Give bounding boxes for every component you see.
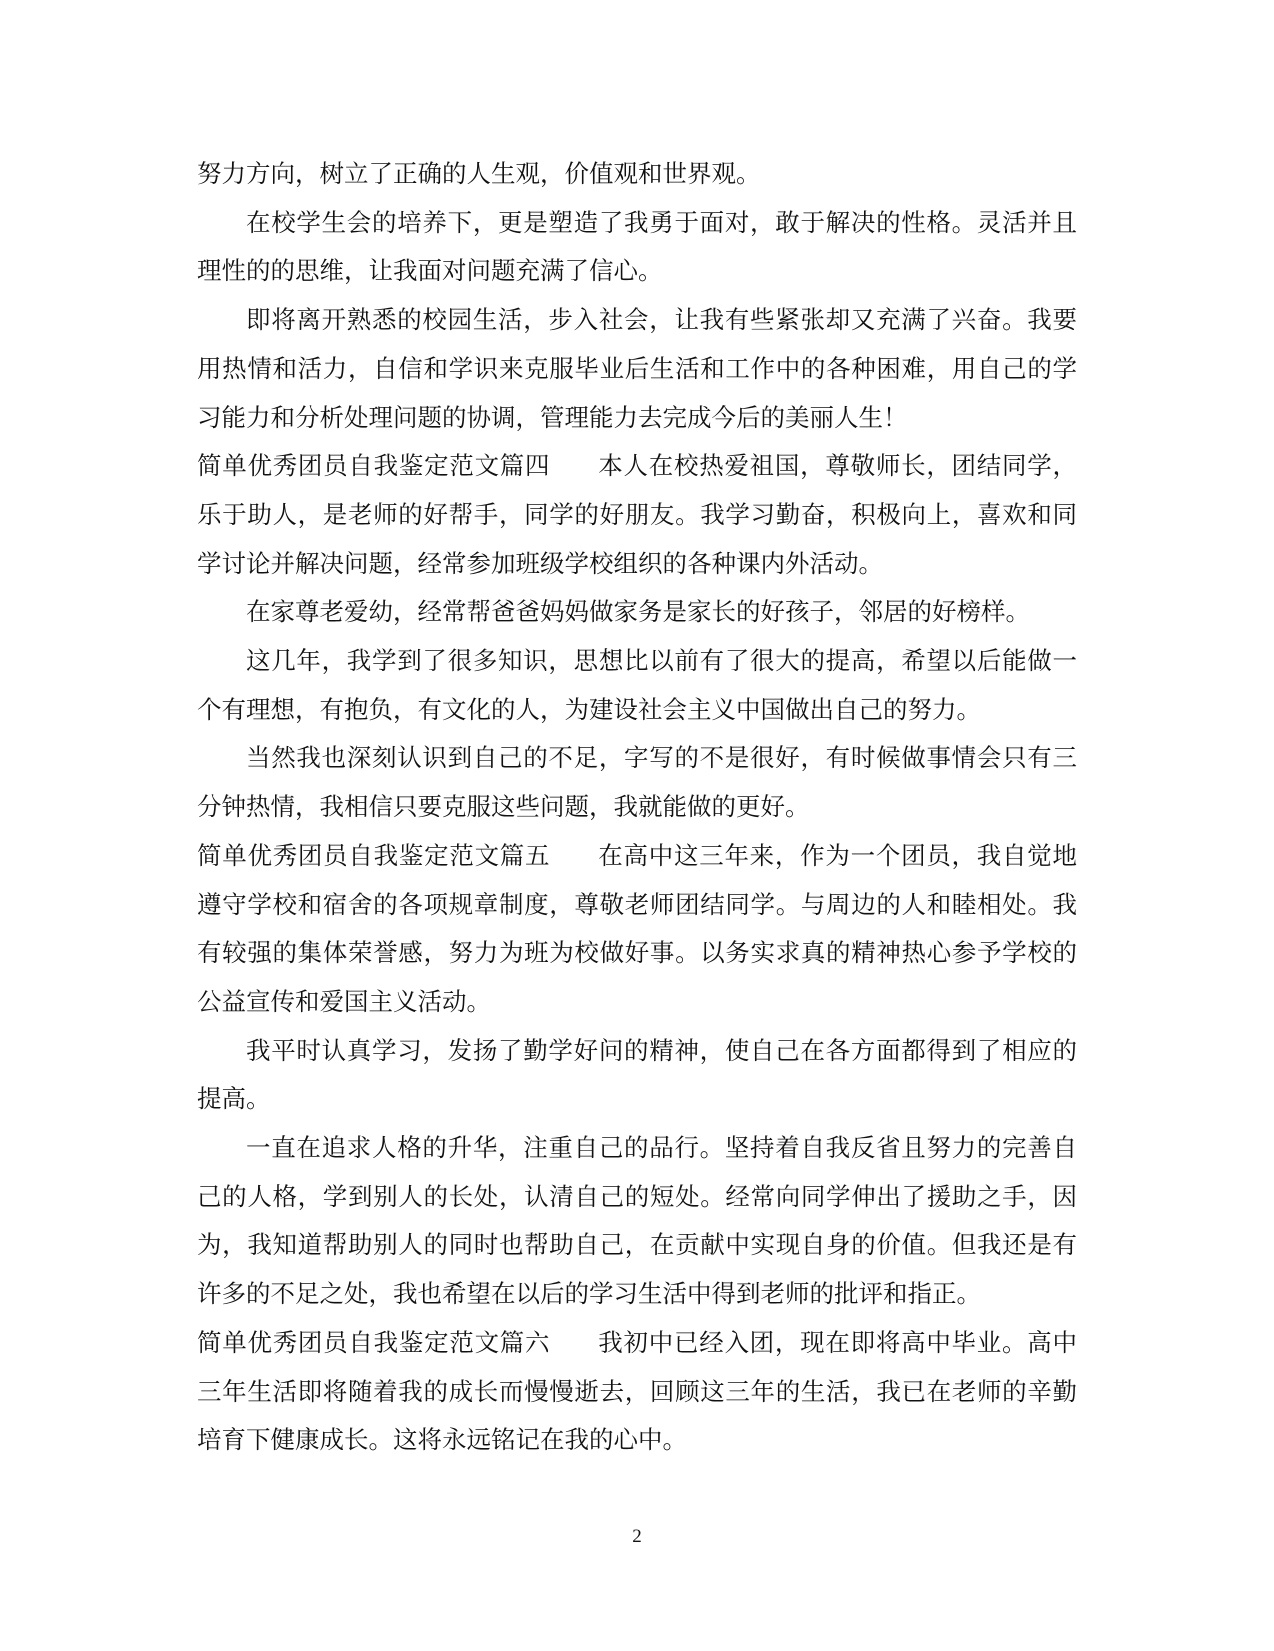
paragraph-text: 一直在追求人格的升华，注重自己的品行。坚持着自我反省且努力的完善自己的人格，学到别人的长处，认清自己的短处。经常向同学伸出了援助之手，因为，我知道帮助别人的同时也帮助自己，在贡献中实现自身的价值。但我还是有许多的不足之处，我也希望在以后的学习生活中得到老师的批评和指正。: [197, 1133, 1077, 1309]
paragraph-text: 在家尊老爱幼，经常帮爸爸妈妈做家务是家长的好孩子，邻居的好榜样。: [246, 597, 1030, 627]
paragraph-text: 当然我也深刻认识到自己的不足，字写的不是很好，有时候做事情会只有三分钟热情，我相信只要克服这些问题，我就能做的更好。: [197, 743, 1077, 822]
section-title: 简单优秀团员自我鉴定范文篇六: [197, 1327, 551, 1357]
paragraph-3: [197, 296, 1077, 442]
paragraph-9: [197, 1027, 1077, 1124]
document-body: [197, 150, 1077, 1465]
paragraph-10: [197, 1124, 1077, 1319]
paragraph-1: [197, 150, 1077, 199]
section-4: [197, 442, 1077, 588]
section-title: 简单优秀团员自我鉴定范文篇四: [197, 451, 551, 481]
paragraph-text: 我平时认真学习，发扬了勤学好问的精神，使自己在各方面都得到了相应的提高。: [197, 1035, 1077, 1114]
page-number: 2: [632, 1526, 642, 1547]
paragraph-6: [197, 637, 1077, 734]
paragraph-2: [197, 199, 1077, 296]
section-6: [197, 1319, 1077, 1465]
paragraph-text: 在校学生会的培养下，更是塑造了我勇于面对，敢于解决的性格。灵活并且理性的的思维，让我面对问题充满了信心。: [197, 207, 1077, 286]
section-title: 简单优秀团员自我鉴定范文篇五: [197, 840, 551, 870]
paragraph-text: 这几年，我学到了很多知识，思想比以前有了很大的提高，希望以后能做一个有理想，有抱负，有文化的人，为建设社会主义中国做出自己的努力。: [197, 646, 1077, 724]
paragraph-text: 即将离开熟悉的校园生活，步入社会，让我有些紧张却又充满了兴奋。我要用热情和活力，自信和学识来克服毕业后生活和工作中的各种困难，用自己的学习能力和分析处理问题的协调，管理能力去完成今后的美丽人生！: [197, 305, 1077, 432]
paragraph-text: 本人在校热爱祖国，尊敬师长，团结同学，乐于助人，是老师的好帮手，同学的好朋友。我学习勤奋，积极向上，喜欢和同学讨论并解决问题，经常参加班级学校组织的各种课内外活动。: [197, 451, 1077, 578]
paragraph-text: 在高中这三年来，作为一个团员，我自觉地遵守学校和宿舍的各项规章制度，尊敬老师团结同学。与周边的人和睦相处。我有较强的集体荣誉感，努力为班为校做好事。以务实求真的精神热心参予学校的公益宣传和爱国主义活动。: [197, 840, 1077, 1016]
paragraph-7: [197, 734, 1077, 831]
section-5: [197, 832, 1077, 1027]
paragraph-5: [197, 588, 1077, 637]
paragraph-text: 努力方向，树立了正确的人生观，价值观和世界观。: [197, 159, 761, 188]
paragraph-text: 我初中已经入团，现在即将高中毕业。高中三年生活即将随着我的成长而慢慢逝去，回顾这三年的生活，我已在老师的辛勤培育下健康成长。这将永远铭记在我的心中。: [197, 1327, 1077, 1455]
